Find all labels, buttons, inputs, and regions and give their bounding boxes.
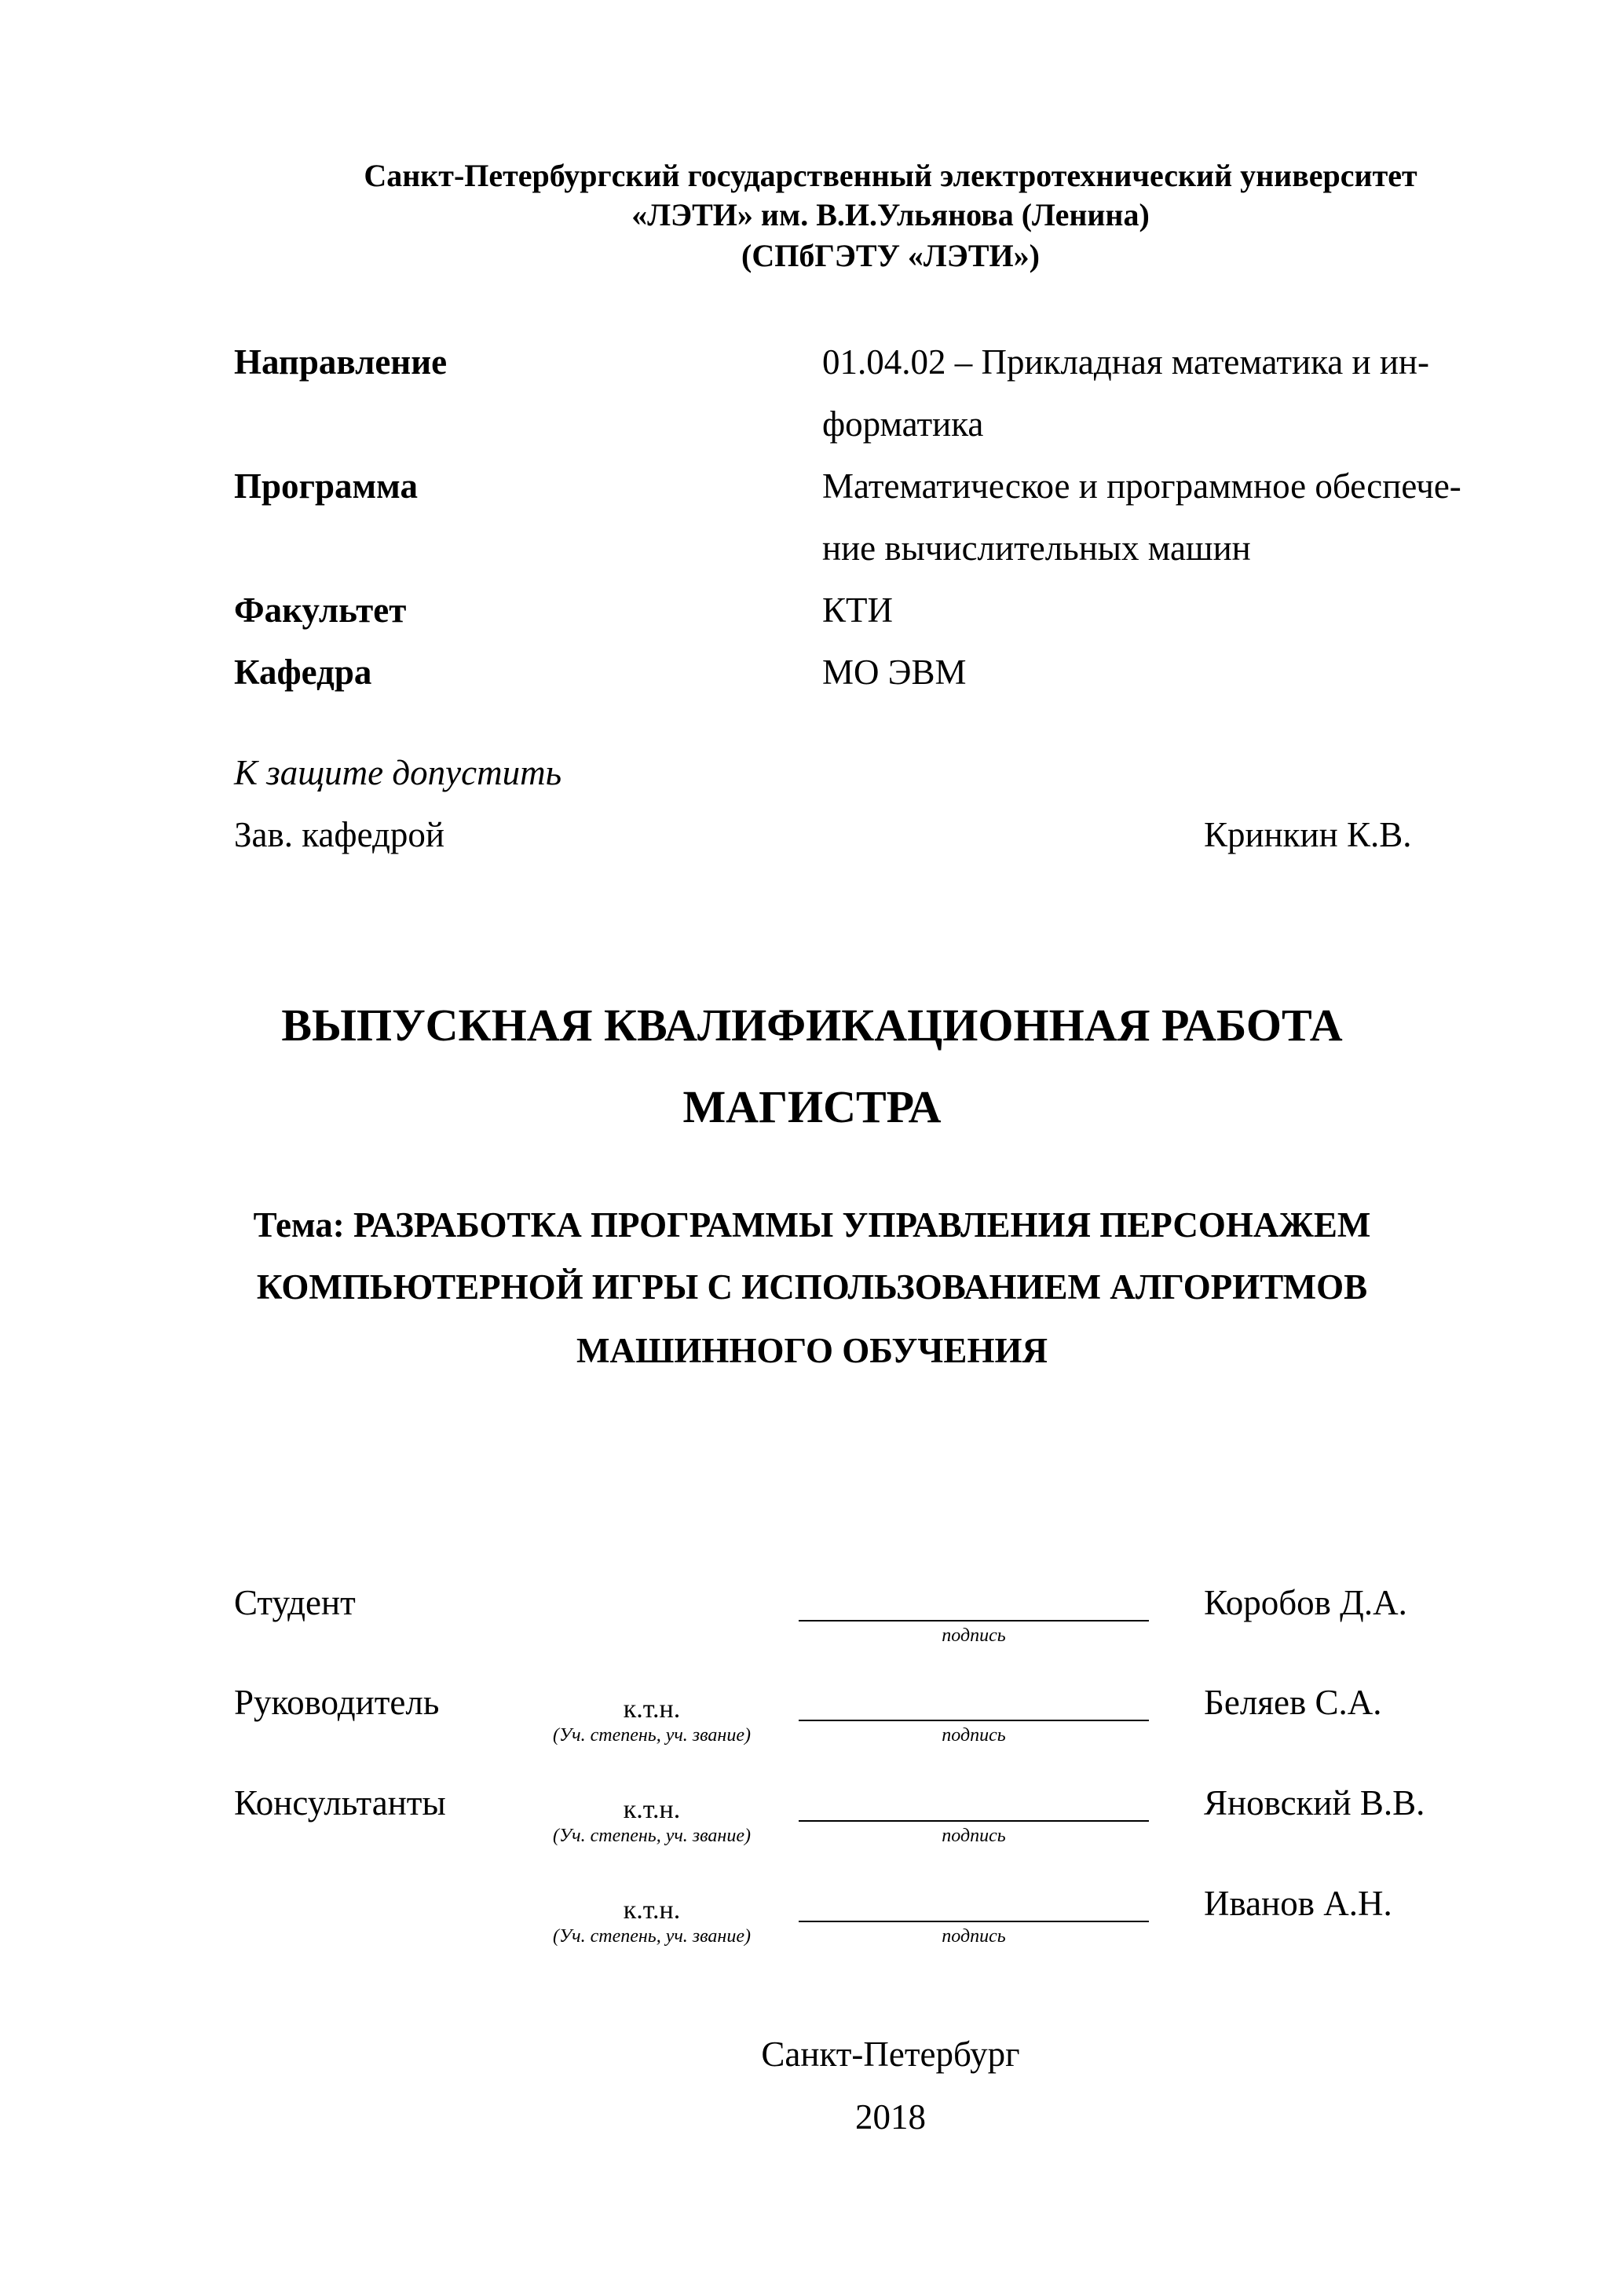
- university-abbreviation: (СПбГЭТУ «ЛЭТИ»): [741, 238, 1040, 273]
- role-label: Студент: [234, 1583, 356, 1622]
- footer-city: Санкт-Петербург: [761, 2035, 1020, 2074]
- academic-degree-caption: (Уч. степень, уч. звание): [553, 1926, 751, 1947]
- role-label: Руководитель: [234, 1683, 440, 1722]
- university-name-line2: «ЛЭТИ» им. В.И.Ульянова (Ленина): [631, 197, 1150, 232]
- academic-degree: к.т.н.: [623, 1896, 681, 1925]
- footer-year: 2018: [855, 2097, 926, 2137]
- topic-line1: Тема: РАЗРАБОТКА ПРОГРАММЫ УПРАВЛЕНИЯ ПЕРСОНАЖЕМ: [253, 1205, 1371, 1245]
- role-label: Консультанты: [234, 1783, 446, 1823]
- academic-degree: к.т.н.: [623, 1695, 681, 1724]
- direction-label: Направление: [234, 342, 448, 382]
- academic-degree: к.т.н.: [623, 1795, 681, 1824]
- program-value-line1: Математическое и программное обеспече-: [822, 466, 1461, 506]
- approval-name: Кринкин К.В.: [1204, 815, 1412, 854]
- signature-line: [799, 1720, 1149, 1721]
- person-name: Беляев С.А.: [1204, 1683, 1382, 1722]
- academic-degree-caption: (Уч. степень, уч. звание): [553, 1826, 751, 1846]
- faculty-value: КТИ: [822, 590, 893, 630]
- document-title-line1: ВЫПУСКНАЯ КВАЛИФИКАЦИОННАЯ РАБОТА: [281, 1000, 1343, 1051]
- department-value: МО ЭВМ: [822, 653, 967, 692]
- signature-line: [799, 1620, 1149, 1621]
- approval-role: Зав. кафедрой: [234, 815, 444, 854]
- signature-caption: подпись: [942, 1826, 1006, 1846]
- person-name: Коробов Д.А.: [1204, 1583, 1407, 1622]
- university-name: Санкт-Петербургский государственный электротехнический университет: [364, 158, 1417, 193]
- topic-line3: МАШИННОГО ОБУЧЕНИЯ: [576, 1331, 1048, 1370]
- topic-line2: КОМПЬЮТЕРНОЙ ИГРЫ С ИСПОЛЬЗОВАНИЕМ АЛГОРИТМОВ: [256, 1267, 1368, 1307]
- signature-line: [799, 1820, 1149, 1822]
- program-value-line2: ние вычислительных машин: [822, 528, 1251, 568]
- direction-value-line1: 01.04.02 – Прикладная математика и ин-: [822, 342, 1429, 382]
- approval-caption: К защите допустить: [234, 753, 562, 792]
- department-label: Кафедра: [234, 653, 372, 692]
- signature-line: [799, 1921, 1149, 1922]
- person-name: Яновский В.В.: [1204, 1783, 1425, 1823]
- faculty-label: Факультет: [234, 590, 407, 630]
- direction-value-line2: форматика: [822, 404, 984, 444]
- signature-caption: подпись: [942, 1926, 1006, 1947]
- signature-caption: подпись: [942, 1625, 1006, 1646]
- program-label: Программа: [234, 466, 418, 506]
- signature-caption: подпись: [942, 1725, 1006, 1746]
- academic-degree-caption: (Уч. степень, уч. звание): [553, 1725, 751, 1746]
- document-title-line2: МАГИСТРА: [682, 1081, 942, 1132]
- person-name: Иванов А.Н.: [1204, 1884, 1392, 1923]
